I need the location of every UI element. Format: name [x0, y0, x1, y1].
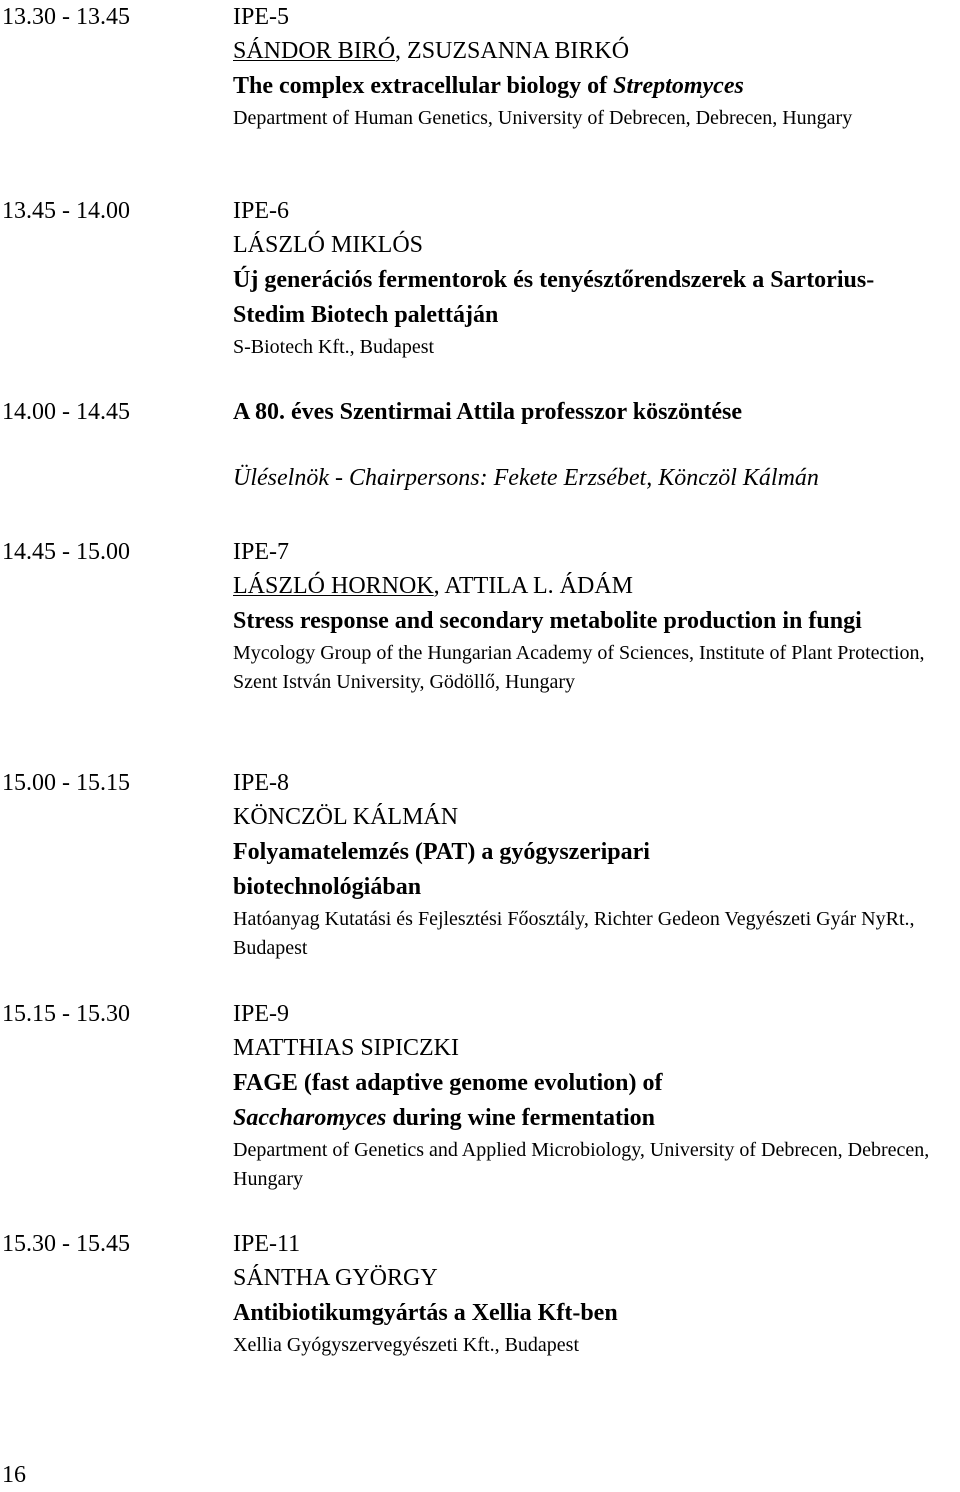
talk-authors: LÁSZLÓ MIKLÓS — [233, 232, 423, 258]
talk-authors: KÖNCZÖL KÁLMÁN — [233, 804, 459, 830]
co-authors: , ATTILA L. ÁDÁM — [433, 573, 633, 599]
talk-details — [233, 535, 960, 697]
talk-title: Folyamatelemzés (PAT) a gyógyszeripari biotechnológiában — [233, 839, 650, 900]
talk-code: IPE-8 — [233, 770, 289, 796]
talk-code: IPE-9 — [233, 1001, 289, 1027]
talk-details — [233, 766, 960, 963]
talk-title-text-end: during wine fermentation — [386, 1105, 655, 1131]
talk-affiliation: S-Biotech Kft., Budapest — [233, 336, 435, 358]
talk-code: IPE-11 — [233, 1231, 301, 1257]
talk-title — [233, 1066, 793, 1136]
co-authors: , ZSUZSANNA BIRKÓ — [395, 38, 630, 64]
celebration-title: A 80. éves Szentirmai Attila professzor köszöntése — [233, 399, 743, 425]
talk-affiliation: Hatóanyag Kutatási és Fejlesztési Főosztály, Richter Gedeon Vegyészeti Gyár NyRt., Budapest — [233, 908, 915, 959]
talk-affiliation: Xellia Gyógyszervegyészeti Kft., Budapest — [233, 1334, 580, 1356]
talk-code: IPE-5 — [233, 4, 289, 30]
talk-title-species: Saccharomyces — [233, 1105, 387, 1131]
talk-title-text: FAGE (fast adaptive genome evolution) of — [233, 1070, 663, 1096]
talk-affiliation: Mycology Group of the Hungarian Academy of Sciences, Institute of Plant Protection, Szent István University, Gödöllő, Hungary — [233, 642, 925, 693]
talk-title-text: The complex extracellular biology of — [233, 73, 614, 99]
talk-title: Stress response and secondary metabolite production in fungi — [233, 608, 862, 634]
session-chairpersons: Üléselnök - Chairpersons: Fekete Erzsébet, Könczöl Kálmán — [233, 465, 819, 491]
session-time: 15.00 - 15.15 — [2, 770, 130, 796]
talk-details — [233, 194, 960, 362]
talk-title: Antibiotikumgyártás a Xellia Kft-ben — [233, 1300, 618, 1326]
talk-details — [233, 1227, 960, 1360]
talk-title — [233, 69, 960, 104]
talk-code: IPE-6 — [233, 198, 289, 224]
talk-affiliation: Department of Genetics and Applied Microbiology, University of Debrecen, Debrecen, Hungary — [233, 1139, 930, 1190]
talk-authors: MATTHIAS SIPICZKI — [233, 1035, 460, 1061]
presenting-author: SÁNDOR BIRÓ — [233, 38, 396, 64]
session-time: 13.45 - 14.00 — [2, 198, 130, 224]
talk-authors — [233, 34, 960, 69]
talk-title-species: Streptomyces — [613, 73, 744, 99]
talk-authors: SÁNTHA GYÖRGY — [233, 1265, 438, 1291]
talk-details — [233, 997, 960, 1194]
session-time: 15.15 - 15.30 — [2, 1001, 130, 1027]
talk-title: Új generációs fermentorok és tenyésztőrendszerek a Sartorius-Stedim Biotech palettáján — [233, 267, 875, 328]
talk-details — [233, 395, 960, 429]
page-number: 16 — [2, 1462, 26, 1488]
session-time: 13.30 - 13.45 — [2, 4, 130, 30]
talk-authors — [233, 569, 960, 604]
session-time: 14.00 - 14.45 — [2, 399, 130, 425]
talk-code: IPE-7 — [233, 539, 289, 565]
talk-affiliation: Department of Human Genetics, University of Debrecen, Debrecen, Hungary — [233, 107, 853, 129]
talk-details — [233, 0, 960, 133]
session-time: 15.30 - 15.45 — [2, 1231, 130, 1257]
session-time: 14.45 - 15.00 — [2, 539, 130, 565]
presenting-author: LÁSZLÓ HORNOK — [233, 573, 434, 599]
